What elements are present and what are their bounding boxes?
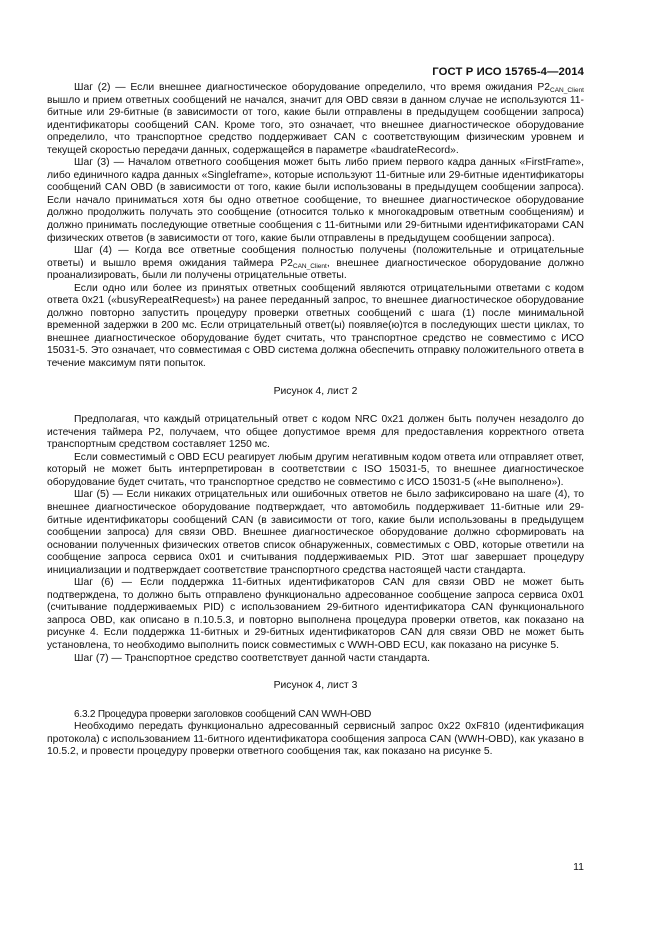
paragraph-negative-responses: Если одно или более из принятых ответных сообщений являются отрицательными ответами с кодом ответа 0x21 («busyRepeatRequest») на ранее переданный запрос, то внешнее диагностическое оборудование должно повторно запустить процедуру проверки ответных сообщений с шага (1) после минимальной временной задержки в 200 мс. Если отрицательный ответ(ы) появляе(ю)тся в последующих шести циклах, то внешнее диагностическое оборудование будет считать, что транспортное средство не совместимо с ИСО 15031-5. Это означает, что совместимая с OBD система должна обеспечить отправку положительного ответа в течение максимум пяти попыток. bbox=[47, 282, 584, 370]
paragraph-step-6: Шаг (6) — Если поддержка 11-битных идентификаторов CAN для связи OBD не может быть подтверждена, то должно быть отправлено функционально адресованное сообщение запроса сервиса 0x01 (считывание поддерживаемых PID) с использованием 29-битного идентификатора CAN функционального запроса OBD, как описано в п.10.5.3, и повторно выполнена процедура проверки ответов, как показано на рисунке 4. Если поддержка 11-битных и 29-битных идентификаторов CAN для связи OBD не может быть установлена, то необходимо выполнить поиск совместимых с WWH-OBD ECU, как показано на рисунке 5. bbox=[47, 577, 584, 651]
paragraph-step-7: Шаг (7) — Транспортное средство соответствует данной части стандарта. bbox=[74, 652, 430, 664]
step-2-rest: вышло и прием ответных сообщений не начался, значит для OBD связи в данном случае не используются 11-битные или 29-битные (в зависимости от того, какие были отправлены в предыдущем сообщении запроса) идентификаторы сообщений CAN. Кроме того, это означает, что внешнее диагностическое оборудование определило, что транспортное средство поддерживает CAN с соответствующим физическим уровнем и текущей скоростью передачи данных, содержащейся в параметре «baudrateRecord». bbox=[47, 94, 584, 156]
section-heading: 6.3.2 Процедура проверки заголовков сообщений CAN WWH-OBD bbox=[74, 708, 372, 720]
step-4-rest: , внешнее диагностическое оборудование должно проанализировать, были ли получены отрицательные ответы. bbox=[47, 257, 585, 282]
step-4-lead: Шаг (4) — Когда все ответные сообщения полностью получены (положительные и отрицательные ответы) и вышло время ожидания таймера P2 bbox=[47, 245, 584, 269]
step-4-subscript: CAN_Client bbox=[292, 262, 327, 270]
figure-caption-sheet-3: Рисунок 4, лист 3 bbox=[273, 680, 358, 692]
paragraph-step-2 bbox=[47, 82, 584, 157]
paragraph-step-3: Шаг (3) — Началом ответного сообщения может быть либо прием первого кадра данных «FirstFrame», либо единичного кадра данных «Singleframe», которые используют 11-битные или 29-битные идентификаторы сообщений CAN OBD (в зависимости от того, какие были использованы в предыдущем сообщении запроса). Если начало приниматься хотя бы одно ответное сообщение, то внешнее диагностическое оборудование должно продолжить получать это сообщение (относится только к многокадровым ответным сообщениям) и должно принимать последующие ответные сообщения с 11-битными или 29-битными идентификаторами CAN физических ответов (в зависимости от того, какие были отправлены в предыдущем сообщении запроса). bbox=[47, 157, 584, 244]
paragraph-step-4 bbox=[47, 245, 584, 283]
document-header: ГОСТ Р ИСО 15765-4—2014 bbox=[432, 66, 584, 78]
page-number: 11 bbox=[573, 861, 584, 873]
step-2-subscript: CAN_Client bbox=[550, 87, 584, 94]
document-body bbox=[47, 82, 584, 759]
paragraph-ecu-response: Если совместимый с OBD ECU реагирует любым другим негативным кодом ответа или отправляет ответ, который не может быть интерпретирован в соответствии с ISO 15031-5, то внешнее диагностическое оборудование будет считать, что транспортное средство не совместимо с ИСО 15031-5 («Не выполнено»). bbox=[47, 451, 584, 488]
document-page bbox=[47, 0, 584, 936]
figure-caption-sheet-2: Рисунок 4, лист 2 bbox=[273, 385, 358, 397]
step-2-lead: Шаг (2) — Если внешнее диагностическое оборудование определило, что время ожидания P2 bbox=[74, 82, 551, 93]
paragraph-step-5: Шаг (5) — Если никаких отрицательных или ошибочных ответов не было зафиксировано на шаге (4), то внешнее диагностическое оборудование подтверждает, что автомобиль поддерживает 11-битные или 29-битные идентификаторы сообщений CAN (в зависимости от того, какие были использованы в предыдущем сообщении запроса) для связи OBD. Внешнее диагностическое оборудование должно сформировать на основании полученных физических ответов список обнаруженных, совместимых с OBD, которые ответили на сообщение запроса сервиса 0x01 и считывания поддерживаемых PID. Этот шаг завершает процедуру инициализации и подтверждает соответствие транспортного средства настоящей части стандарта. bbox=[47, 489, 584, 576]
paragraph-timing-assumption: Предполагая, что каждый отрицательный ответ с кодом NRC 0x21 должен быть получен незадолго до истечения таймера P2, получаем, что общее допустимое время для предоставления корректного ответа транспортным средством составляет 1250 мс. bbox=[47, 414, 584, 451]
paragraph-wwh-obd: Необходимо передать функционально адресованный сервисный запрос 0x22 0xF810 (идентификация протокола) с использованием 11-битного идентификатора сообщения запроса CAN (WWH-OBD), как указано в 10.5.2, и провести процедуру проверки ответного сообщения так, как показано на рисунке 5. bbox=[47, 721, 584, 758]
